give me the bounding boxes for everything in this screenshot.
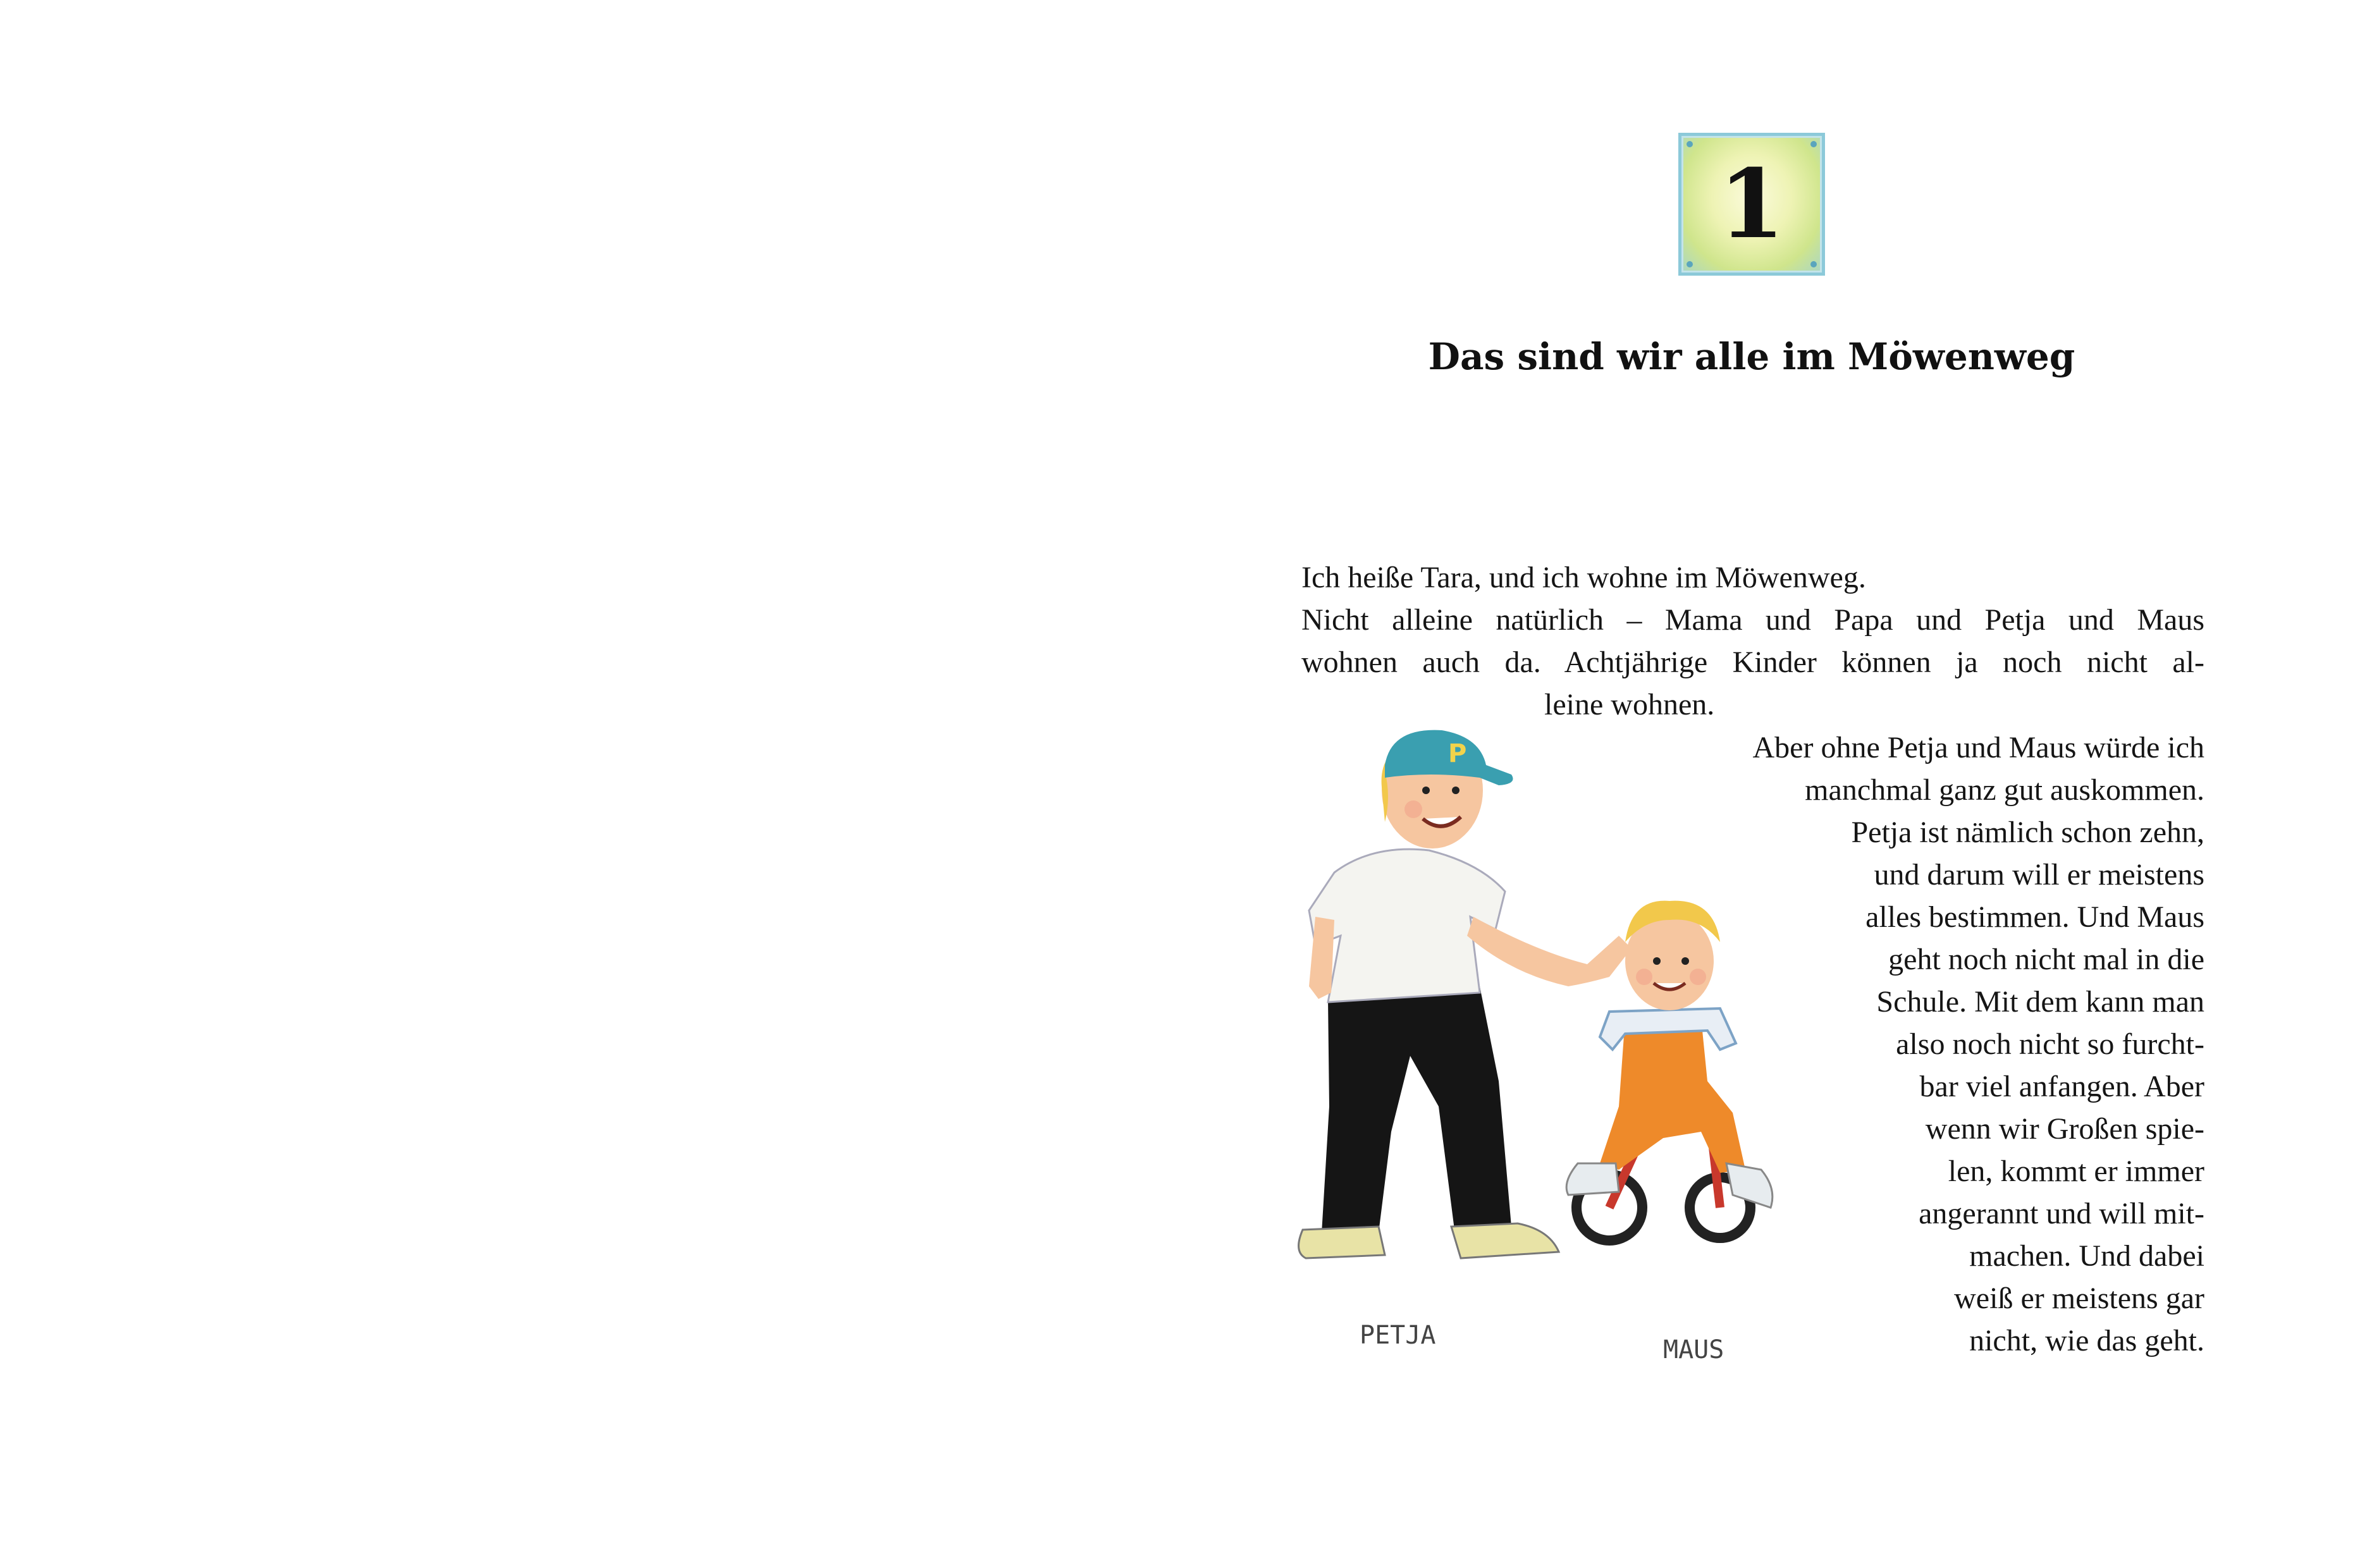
text-line: angerannt und will mit- (1919, 1197, 2204, 1230)
petja-eye (1452, 787, 1460, 794)
petja-cap-letter: P (1448, 739, 1467, 768)
text-line: und darum will er meistens (1874, 858, 2204, 891)
text-line: geht noch nicht mal in die (1888, 943, 2204, 976)
text-line: also noch nicht so furcht- (1896, 1027, 2204, 1061)
text-line: Aber ohne Petja und Maus würde ich (1752, 731, 2204, 764)
maus-cheek (1636, 969, 1652, 985)
petja-left-shoe (1299, 1227, 1385, 1258)
caption-maus: MAUS (1663, 1335, 1724, 1364)
text-line: nicht, wie das geht. (1969, 1324, 2204, 1357)
chapter-number-badge (1678, 133, 1825, 276)
text-line: Petja ist nämlich schon zehn, (1851, 816, 2204, 849)
text-line: alles bestimmen. Und Maus (1865, 900, 2204, 934)
text-line: machen. Und dabei (1969, 1239, 2204, 1273)
caption-petja: PETJA (1360, 1321, 1436, 1350)
chapter-title: Das sind wir alle im Möwenweg (1428, 335, 2075, 378)
petja-pants (1322, 986, 1511, 1233)
text-line: manchmal ganz gut auskommen. (1805, 773, 2204, 807)
maus-cheek (1690, 969, 1706, 985)
text-line: wohnen auch da. Achtjährige Kinder können ja noch nicht al- (1301, 646, 2204, 679)
paragraph-wrapped-around-image (1753, 726, 2205, 1362)
maus-left-shoe (1566, 1163, 1619, 1195)
text-line: Ich heiße Tara, und ich wohne im Möwenweg. (1301, 561, 1866, 594)
chapter-number: 1 (1718, 149, 1785, 260)
paragraph-full-width (1301, 556, 2204, 683)
text-line: wenn wir Großen spie- (1925, 1112, 2204, 1146)
maus-right-shoe (1726, 1163, 1773, 1208)
maus-eye (1653, 957, 1661, 965)
maus-eye (1681, 957, 1689, 965)
text-line: bar viel anfangen. Aber (1919, 1070, 2204, 1103)
text-line: weiß er meistens gar (1954, 1282, 2204, 1315)
maus-figure (1566, 901, 1773, 1240)
text-line: Schule. Mit dem kann man (1876, 985, 2204, 1019)
petja-eye (1422, 787, 1430, 794)
petja-right-shoe (1451, 1223, 1559, 1258)
text-line: len, kommt er immer (1948, 1155, 2204, 1188)
text-line: Nicht alleine natürlich – Mama und Papa und Petja und Maus (1301, 603, 2204, 637)
petja-arm (1467, 917, 1632, 986)
illustration-petja-and-maus (1290, 727, 1809, 1378)
petja-cheek (1404, 800, 1422, 818)
text-line-indented: leine wohnen. (1544, 688, 1715, 721)
